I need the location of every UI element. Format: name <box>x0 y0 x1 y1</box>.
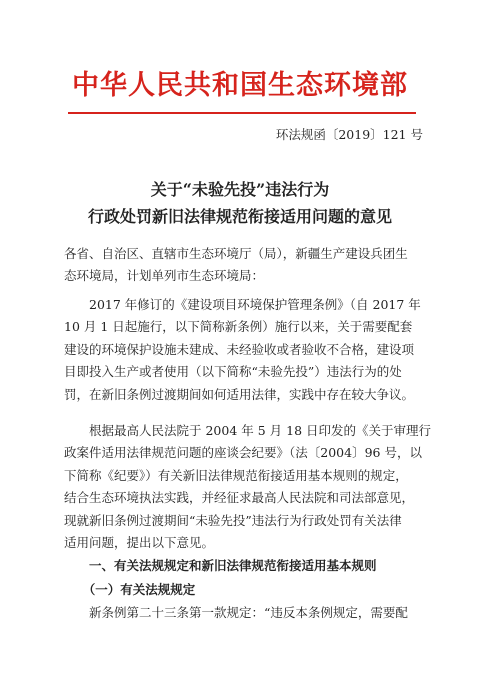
section-heading-1: 一、有关法规规定和新旧法律规范衔接适用基本规则 <box>64 558 377 573</box>
text-line: 建设的环境保护设施未建成、未经验收或者验收不合格，建设项 <box>64 341 415 357</box>
document-title-line-1: 关于“未验先投”违法行为 <box>150 180 330 199</box>
paragraph-2 <box>64 420 432 554</box>
text-line: 现就新旧条例过渡期间“未验先投”违法行为行政处罚有关法律 <box>64 512 402 528</box>
document-number: 环法规函〔2019〕121 号 <box>275 127 423 142</box>
text-line: 结合生态环境执法实践，并经征求最高人民法院和司法部意见， <box>64 490 415 506</box>
text-line: 罚，在新旧条例过渡期间如何适用法律，实践中存在较大争议。 <box>64 386 415 402</box>
text-line: 态环境局，计划单列市生态环境局： <box>64 268 265 284</box>
header-divider <box>68 112 416 114</box>
paragraph-3: 新条例第二十三条第一款规定：“违反本条例规定，需要配 <box>64 605 408 620</box>
subsection-heading-1-1: （一）有关法规规定 <box>64 582 196 597</box>
text-line: 目即投入生产或者使用（以下简称“未验先投”）违法行为的处 <box>64 364 402 380</box>
text-line: 政案件适用法律规范问题的座谈会纪要》（法〔2004〕96 号，以 <box>64 445 422 461</box>
document-title-line-2: 行政处罚新旧法律规范衔接适用问题的意见 <box>87 207 392 226</box>
text-line: 2017 年修订的《建设项目环境保护管理条例》（自 2017 年 <box>64 297 421 312</box>
text-line: 根据最高人民法院于 2004 年 5 月 18 日印发的《关于审理行 <box>64 423 432 438</box>
text-line: 适用问题，提出以下意见。 <box>64 535 215 551</box>
text-line: 10 月 1 日起施行，以下简称新条例）施行以来，关于需要配套 <box>64 319 413 335</box>
addressee-paragraph <box>64 243 420 288</box>
text-line: 各省、自治区、直辖市生态环境厅（局），新疆生产建设兵团生 <box>64 246 408 261</box>
paragraph-1 <box>64 294 420 406</box>
text-line: 下简称《纪要》）有关新旧法律规范衔接适用基本规则的规定， <box>64 467 408 483</box>
agency-header: 中华人民共和国生态环境部 <box>72 70 408 101</box>
